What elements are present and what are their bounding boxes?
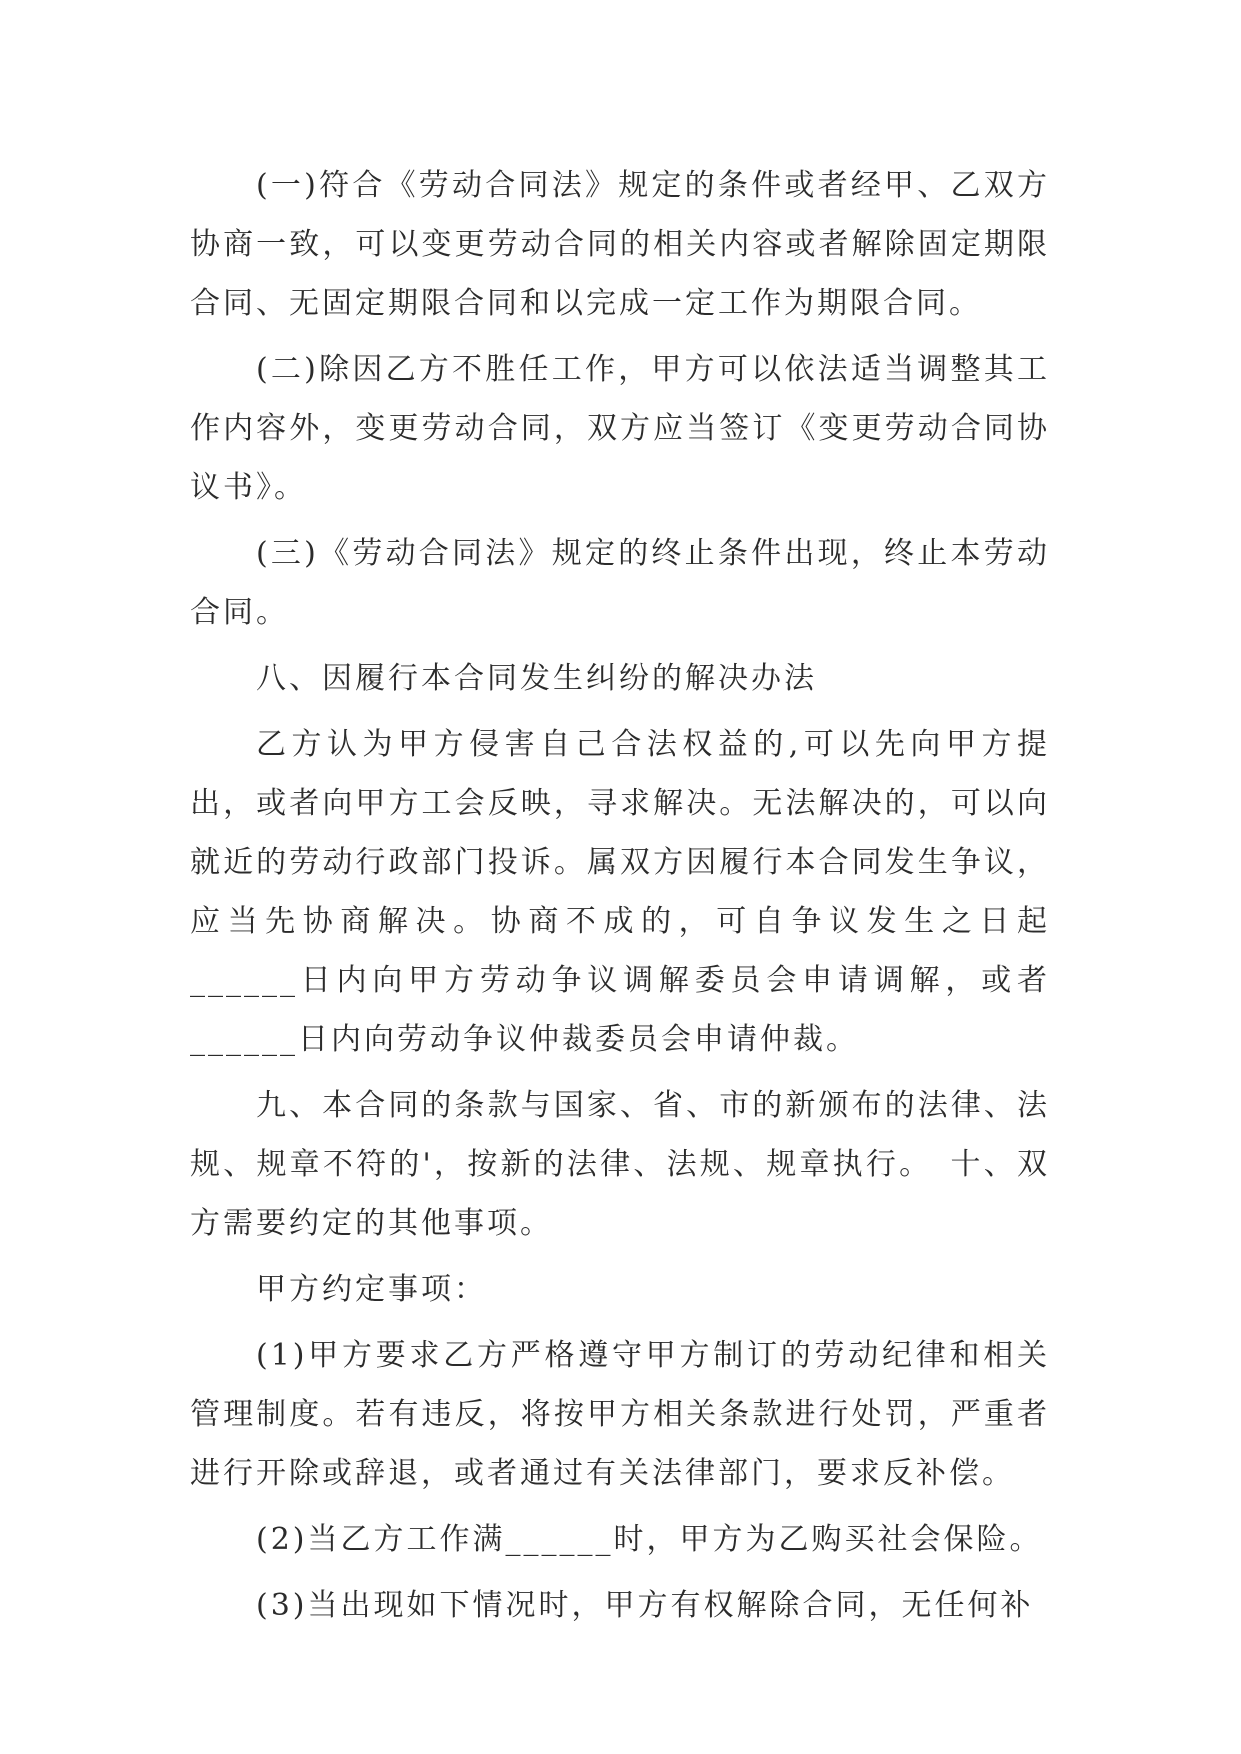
clause-termination-conditions: (三)《劳动合同法》规定的终止条件出现，终止本劳动合同。 xyxy=(190,536,1050,630)
clause-change-agreement-letter: (二)除因乙方不胜任工作，甲方可以依法适当调整其工作内容外，变更劳动合同，双方应当签订《变更劳动合同协议书》。 xyxy=(190,352,1050,505)
clause-dispute-resolution: 乙方认为甲方侵害自己合法权益的,可以先向甲方提出，或者向甲方工会反映，寻求解决。无法解决的，可以向就近的劳动行政部门投诉。属双方因履行本合同发生争议，应当先协商解决。协商不成的，可自争议发生之日起______日内向甲方劳动争议调解委员会申请调解，或者______日内向劳动争议仲裁委员会申请仲裁。 xyxy=(190,727,1050,1057)
section-heading-dispute-resolution: 八、因履行本合同发生纠纷的解决办法 xyxy=(256,661,817,696)
document-body xyxy=(190,156,1050,1642)
party-a-item-3: (3)当出现如下情况时，甲方有权解除合同，无任何补 xyxy=(256,1588,1034,1623)
clause-law-update-and-other-items: 九、本合同的条款与国家、省、市的新颁布的法律、法规、规章不符的'，按新的法律、法规、规章执行。 十、双方需要约定的其他事项。 xyxy=(190,1088,1050,1241)
party-a-item-1: (1)甲方要求乙方严格遵守甲方制订的劳动纪律和相关管理制度。若有违反，将按甲方相关条款进行处罚，严重者进行开除或辞退，或者通过有关法律部门，要求反补偿。 xyxy=(190,1338,1050,1491)
party-a-items-heading: 甲方约定事项： xyxy=(256,1272,487,1307)
clause-change-by-agreement: (一)符合《劳动合同法》规定的条件或者经甲、乙双方协商一致，可以变更劳动合同的相关内容或者解除固定期限合同、无固定期限合同和以完成一定工作为期限合同。 xyxy=(190,168,1050,321)
party-a-item-2: (2)当乙方工作满______时，甲方为乙购买社会保险。 xyxy=(256,1522,1043,1557)
